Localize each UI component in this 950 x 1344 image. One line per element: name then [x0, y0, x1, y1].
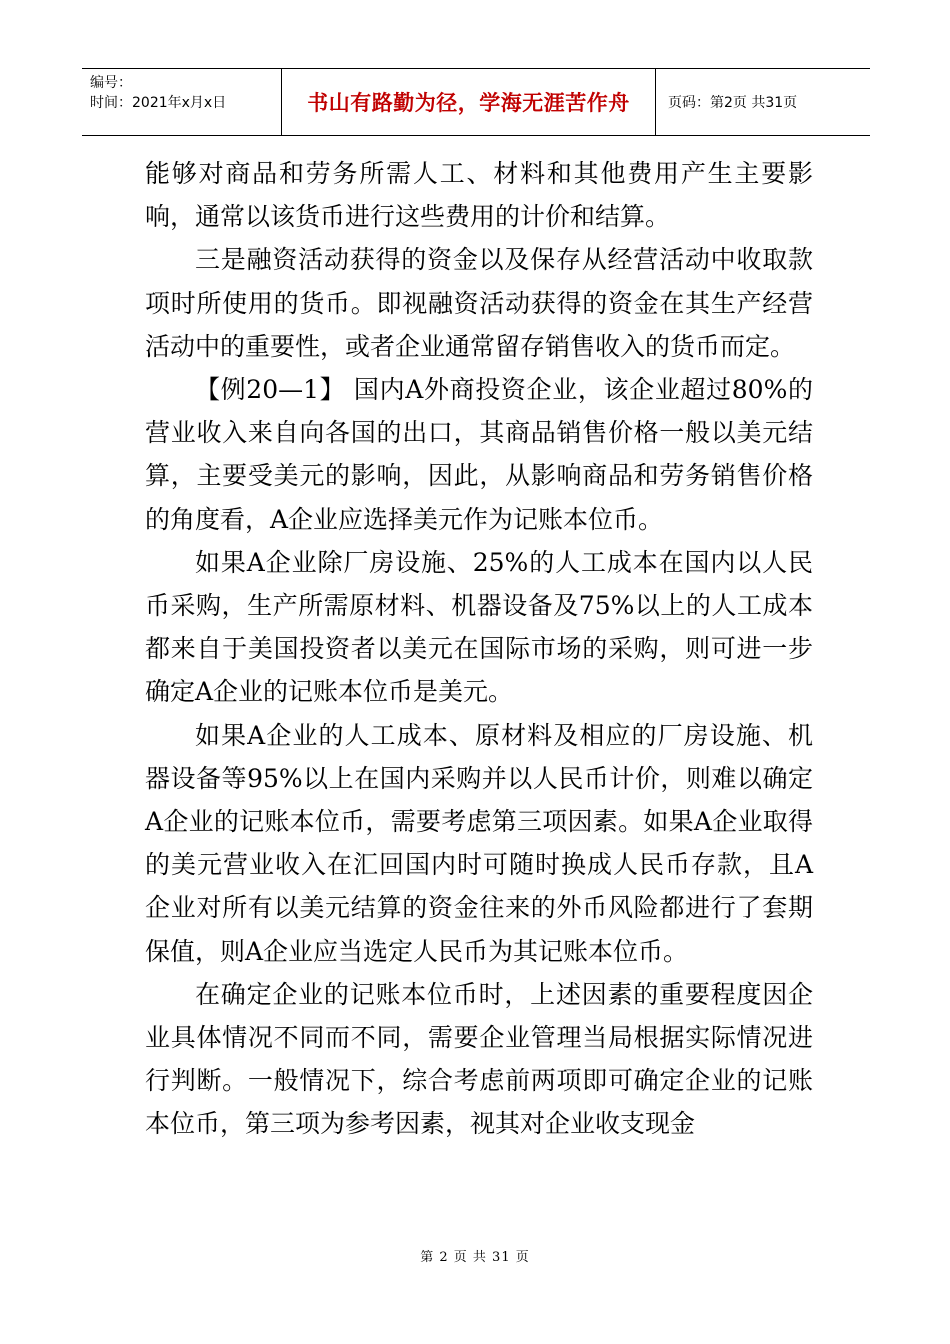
- paragraph: 如果A企业除厂房设施、25%的人工成本在国内以人民币采购，生产所需原材料、机器设备及75%以上的人工成本都来自于美国投资者以美元在国际市场的采购，则可进一步确定A企业的记账本位币是美元。: [145, 547, 813, 707]
- paragraph-example: 【例20—1】 国内A外商投资企业，该企业超过80%的营业收入来自向各国的出口，其商品销售价格一般以美元结算，主要受美元的影响，因此，从影响商品和劳务销售价格的角度看，A企业应选择美元作为记账本位币。: [145, 375, 813, 534]
- page-header: [82, 68, 870, 136]
- document-body: [145, 152, 813, 1146]
- header-page-info: 页码：第2页 共31页: [668, 95, 798, 111]
- header-motto: 书山有路勤为径，学海无涯苦作舟: [282, 69, 656, 135]
- time-label: 时间：2021年x月x日: [90, 95, 227, 111]
- paragraph: 在确定企业的记账本位币时，上述因素的重要程度因企业具体情况不同而不同，需要企业管理当局根据实际情况进行判断。一般情况下，综合考虑前两项即可确定企业的记账本位币，第三项为参考因素，视其对企业收支现金: [145, 979, 813, 1139]
- header-meta: [82, 69, 282, 135]
- paragraph: 三是融资活动获得的资金以及保存从经营活动中收取款项时所使用的货币。即视融资活动获得的资金在其生产经营活动中的重要性，或者企业通常留存销售收入的货币而定。: [145, 245, 813, 361]
- serial-label: 编号：: [90, 75, 132, 91]
- page-footer: 第 2 页 共 31 页: [420, 1250, 530, 1265]
- paragraph: 如果A企业的人工成本、原材料及相应的厂房设施、机器设备等95%以上在国内采购并以人民币计价，则难以确定A企业的记账本位币，需要考虑第三项因素。如果A企业取得的美元营业收入在汇回国内时可随时换成人民币存款，且A企业对所有以美元结算的资金往来的外币风险都进行了套期保值，则A企业应当选定人民币为其记账本位币。: [145, 720, 813, 966]
- paragraph-continuation: 能够对商品和劳务所需人工、材料和其他费用产生主要影响，通常以该货币进行这些费用的计价和结算。: [145, 159, 813, 232]
